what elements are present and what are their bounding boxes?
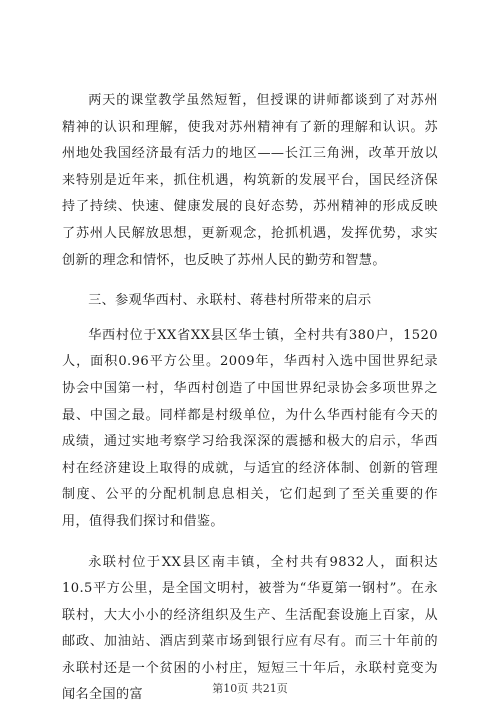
paragraph-suzhou-spirit: 两天的课堂教学虽然短暂，但授课的讲师都谈到了对苏州精神的认识和理解，使我对苏州精神有了新的理解和认识。苏州地处我国经济最有活力的地区——长江三角洲，改革开放以来特别是近年来，抓住机遇，构筑新的发展平台，国民经济保持了持续、快速、健康发展的良好态势，苏州精神的形成反映了苏州人民解放思想，更新观念，抢抓机遇，发挥优势，求实创新的理念和情怀，也反映了苏州人民的勤劳和智慧。 [62, 93, 438, 268]
section-heading: 三、参观华西村、永联村、蒋巷村所带来的启示 [88, 293, 372, 309]
document-body [62, 88, 438, 723]
paragraph-huaxi-village: 华西村位于XX省XX县区华士镇，全村共有380户，1520人，面积0.96平方公里。2009年，华西村入选中国世界纪录协会中国第一村，华西村创造了中国世界纪录协会多项世界之最、中国之最。同样都是村级单位，为什么华西村能有今天的成绩，通过实地考察学习给我深深的震撼和极大的启示，华西村在经济建设上取得的成就，与适宜的经济体制、创新的管理制度、公平的分配机制息息相关，它们起到了至关重要的作用，值得我们探讨和借鉴。 [62, 327, 438, 529]
page-footer: 第10页 共21页 [212, 682, 288, 695]
paragraph-yonglian-village: 永联村位于XX县区南丰镇，全村共有9832人，面积达10.5平方公里，是全国文明村，被誉为“华夏第一钢村”。在永联村，大大小小的经济组织及生产、生活配套设施上百家，从邮政、加油站、酒店到菜市场到银行应有尽有。而三十年前的永联村还是一个贫困的小村庄，短短三十年后，永联村竟变为闻名全国的富 [62, 554, 438, 703]
